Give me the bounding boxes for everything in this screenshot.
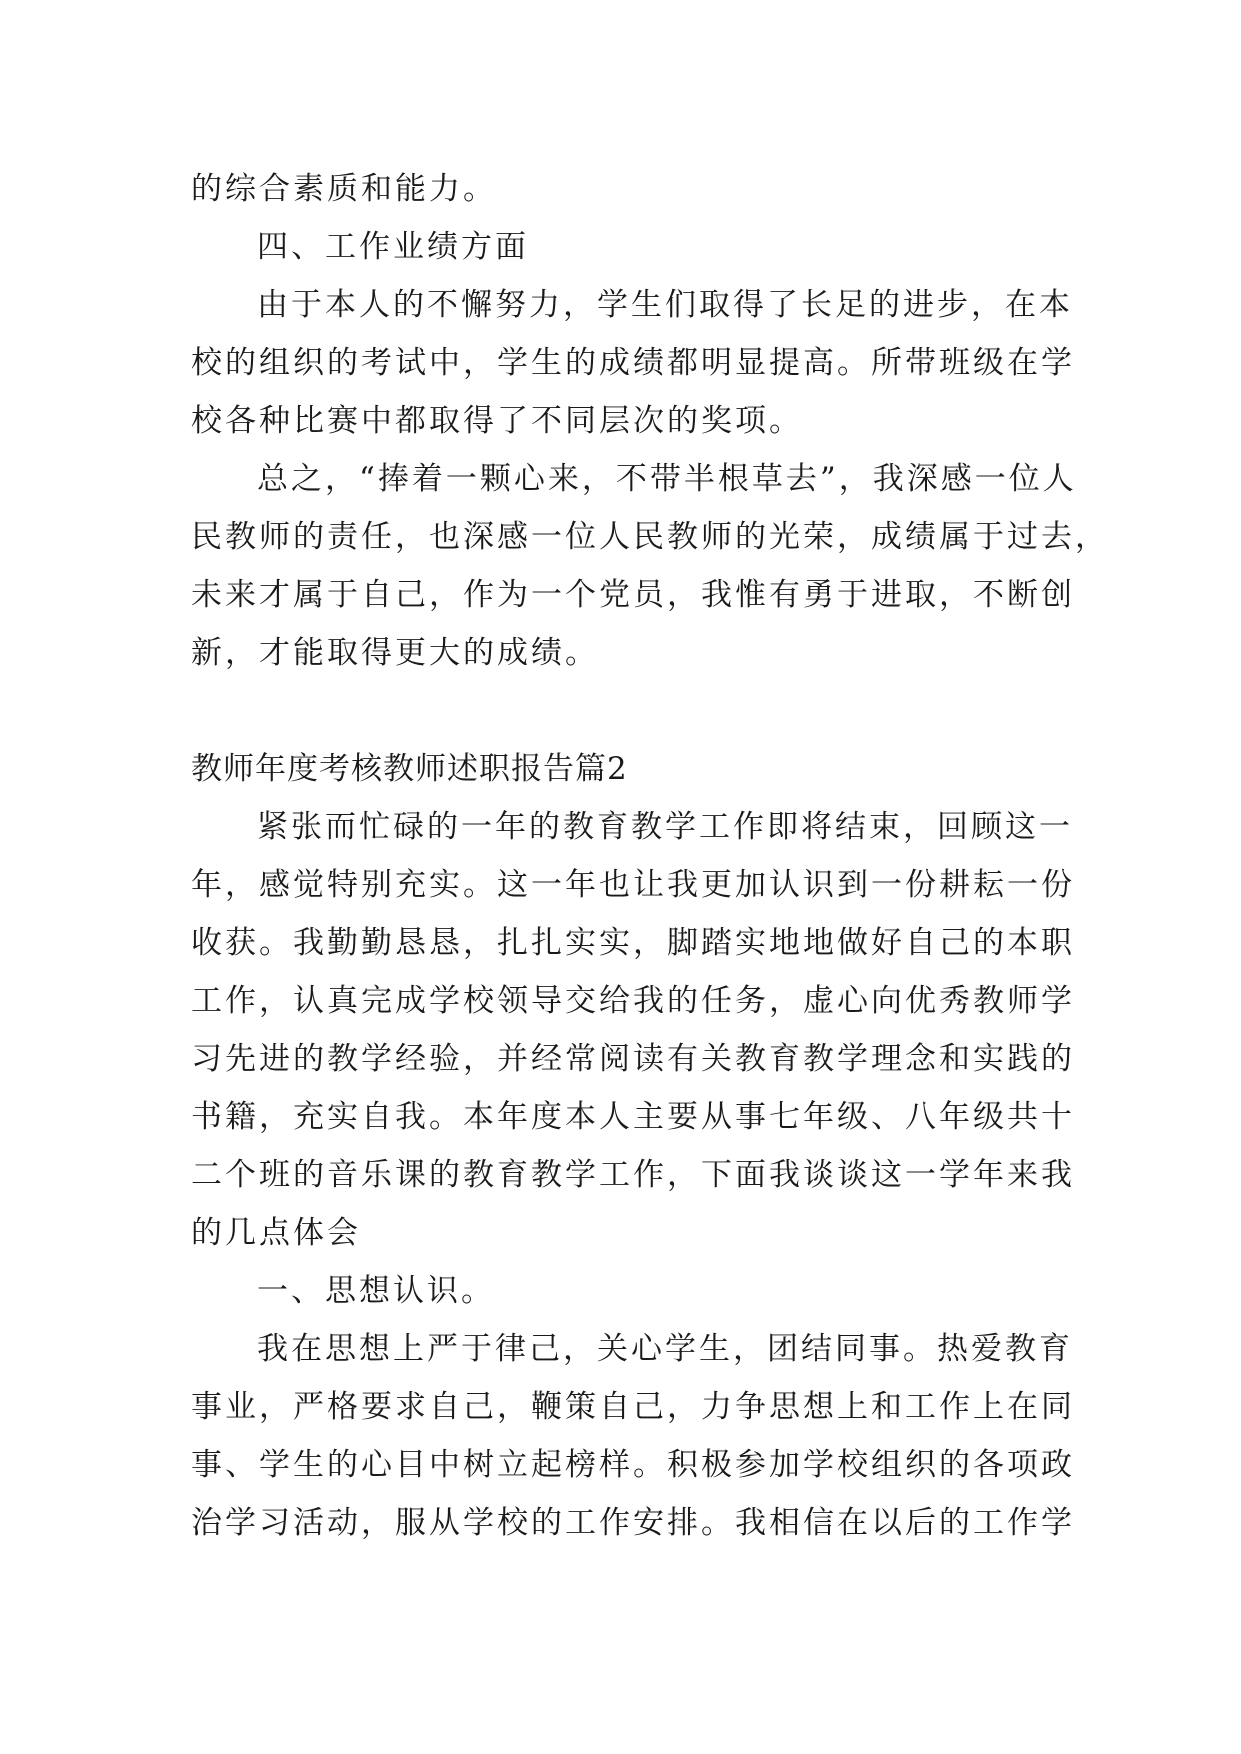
paragraph-gap bbox=[191, 682, 1051, 740]
text-line: 紧张而忙碌的一年的教育教学工作即将结束，回顾这一 bbox=[257, 809, 1073, 845]
text-line: 二个班的音乐课的教育教学工作，下面我谈谈这一学年来我 bbox=[191, 1157, 1075, 1193]
text-line: 总之，“捧着一颗心来，不带半根草去”，我深感一位人 bbox=[257, 461, 1077, 497]
text-line: 民教师的责任，也深感一位人民教师的光荣，成绩属于过去， bbox=[191, 519, 1109, 555]
article-heading: 教师年度考核教师述职报告篇2 bbox=[191, 751, 628, 787]
text-line: 校的组织的考试中，学生的成绩都明显提高。所带班级在学 bbox=[191, 345, 1075, 381]
text-line: 收获。我勤勤恳恳，扎扎实实，脚踏实地地做好自己的本职 bbox=[191, 925, 1075, 961]
section-heading-work-performance: 四、工作业绩方面 bbox=[257, 229, 529, 265]
text-line: 事业，严格要求自己，鞭策自己，力争思想上和工作上在同 bbox=[191, 1389, 1075, 1425]
text-line: 校各种比赛中都取得了不同层次的奖项。 bbox=[191, 403, 803, 439]
text-line: 工作，认真完成学校领导交给我的任务，虚心向优秀教师学 bbox=[191, 983, 1075, 1019]
text-line: 新，才能取得更大的成绩。 bbox=[191, 635, 599, 671]
text-line: 未来才属于自己，作为一个党员，我惟有勇于进取，不断创 bbox=[191, 577, 1075, 613]
text-line: 事、学生的心目中树立起榜样。积极参加学校组织的各项政 bbox=[191, 1447, 1075, 1483]
text-line: 我在思想上严于律己，关心学生，团结同事。热爱教育 bbox=[257, 1331, 1073, 1367]
text-line: 由于本人的不懈努力，学生们取得了长足的进步，在本 bbox=[257, 287, 1073, 323]
text-line: 年，感觉特别充实。这一年也让我更加认识到一份耕耘一份 bbox=[191, 867, 1075, 903]
text-line: 书籍，充实自我。本年度本人主要从事七年级、八年级共十 bbox=[191, 1099, 1075, 1135]
text-line: 治学习活动，服从学校的工作安排。我相信在以后的工作学 bbox=[191, 1505, 1075, 1541]
text-line: 的综合素质和能力。 bbox=[191, 171, 497, 207]
text-line: 的几点体会 bbox=[191, 1215, 361, 1251]
document-body bbox=[191, 160, 1109, 1552]
text-line: 习先进的教学经验，并经常阅读有关教育教学理念和实践的 bbox=[191, 1041, 1075, 1077]
section-heading-ideology: 一、思想认识。 bbox=[257, 1273, 495, 1309]
